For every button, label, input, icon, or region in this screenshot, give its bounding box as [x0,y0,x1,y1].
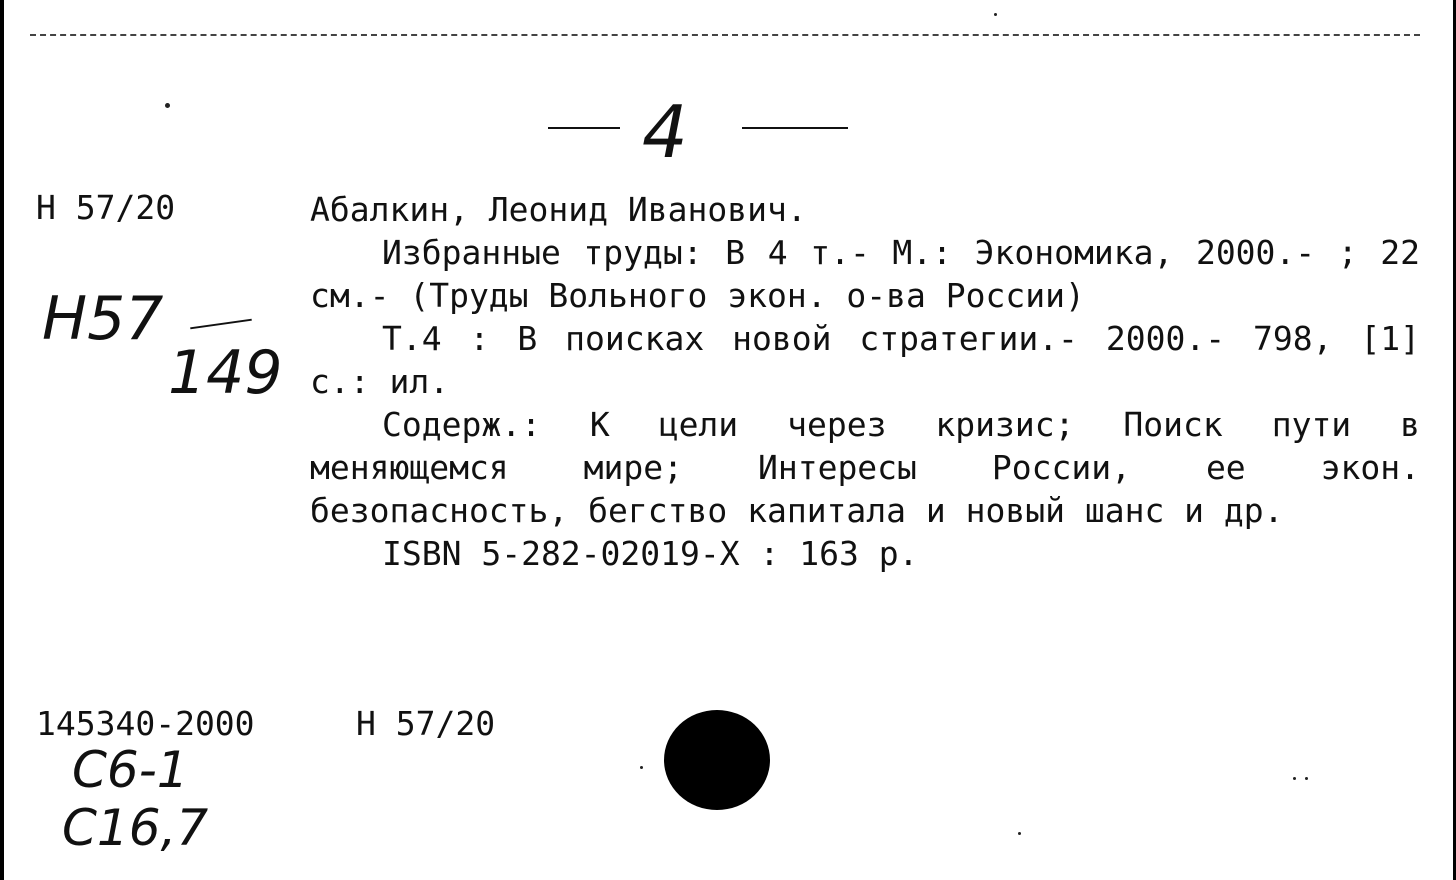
contents-note: Содерж.: К цели через кризис; Поиск пути в меняющемся мире; Интересы России, ее экон. безопасность, бегство капитала и новый шанс и др. [310,405,1420,530]
bibliographic-record [310,188,1420,575]
isbn-price: ISBN 5-282-02019-X : 163 р. [382,534,919,573]
volume-statement: Т.4 : В поисках новой стратегии.- 2000.- 798, [1] с.: ил. [310,319,1420,401]
shelf-mark-top: Н 57/20 [36,188,176,227]
inventory-number: 145340-2000 [36,704,255,743]
handwritten-call-bottom: 149 [168,338,283,408]
shelf-mark-bottom: Н 57/20 [356,704,496,743]
handwritten-code-1: С6-1 [72,741,189,799]
handwritten-call-top: Н57 [42,284,164,354]
author-heading: Абалкин, Леонид Иванович. [310,190,807,229]
number-dash-left [548,127,620,129]
card-punch-hole [664,710,770,810]
scan-speck [640,766,643,769]
card-left-border [0,0,4,880]
number-dash-right [742,127,848,129]
scan-speck [994,13,997,16]
scan-speck [1018,832,1021,835]
scan-speck [165,103,170,108]
top-dashed-rule [30,34,1420,36]
scan-speck [1305,777,1308,780]
card-number: 4 [642,90,688,174]
handwritten-code-2: С16,7 [62,799,209,857]
scan-speck [1293,777,1296,780]
title-statement: Избранные труды: В 4 т.- М.: Экономика, 2000.- ; 22 см.- (Труды Вольного экон. о-ва России) [310,233,1420,315]
handwritten-fraction-bar [190,319,252,330]
